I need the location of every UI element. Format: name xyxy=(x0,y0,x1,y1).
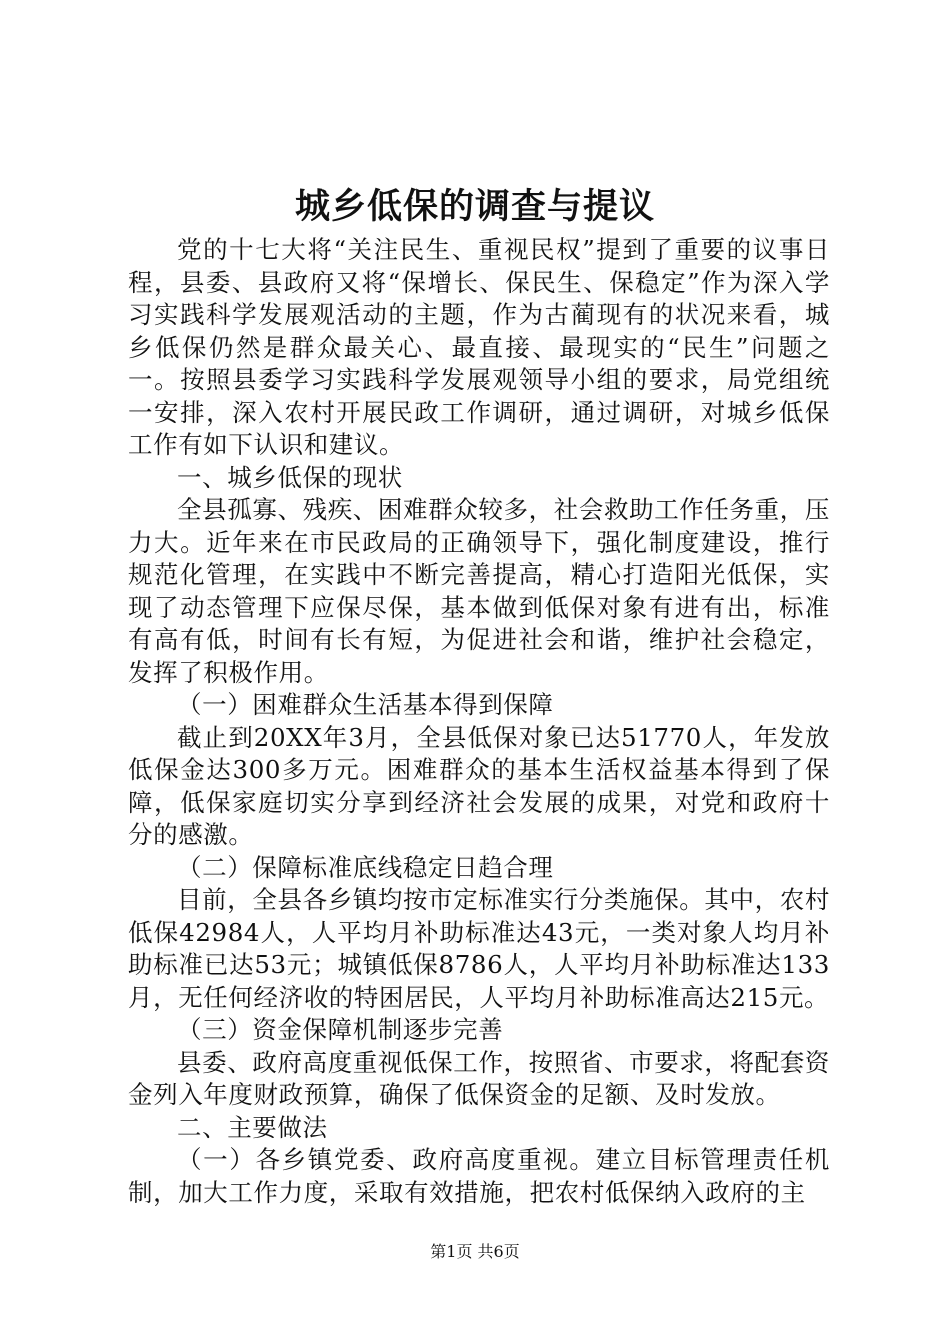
paragraph-standards: 目前，全县各乡镇均按市定标准实行分类施保。其中，农村低保42984人，人平均月补助标准达43元，一类对象人均月补助标准已达53元；城镇低保8786人，人平均月补助标准达133月，无任何经济收的特困居民，人平均月补助标准高达215元。 xyxy=(128,885,830,1012)
subheading-2: （二）保障标准底线稳定日趋合理 xyxy=(177,852,554,882)
subheading-1: （一）困难群众生活基本得到保障 xyxy=(177,690,554,719)
section-heading-2: 二、主要做法 xyxy=(177,1112,328,1142)
document-body xyxy=(128,234,830,1209)
paragraph-guarantee: 截止到20XX年3月，全县低保对象已达51770人，年发放低保金达300多万元。困难群众的基本生活权益基本得到了保障，低保家庭切实分享到经济社会发展的成果，对党和政府十分的感激。 xyxy=(128,722,830,849)
paragraph-status: 全县孤寡、残疾、困难群众较多，社会救助工作任务重，压力大。近年来在市民政局的正确领导下，强化制度建设，推行规范化管理，在实践中不断完善提高，精心打造阳光低保，实现了动态管理下应保尽保，基本做到低保对象有进有出，标准有高有低，时间有长有短，为促进社会和谐，维护社会稳定，发挥了积极作用。 xyxy=(128,495,830,687)
paragraph-intro: 党的十七大将“关注民生、重视民权”提到了重要的议事日程，县委、县政府又将“保增长、保民生、保稳定”作为深入学习实践科学发展观活动的主题，作为古蔺现有的状况来看，城乡低保仍然是群众最关心、最直接、最现实的“民生”问题之一。按照县委学习实践科学发展观领导小组的要求，局党组统一安排，深入农村开展民政工作调研，通过调研，对城乡低保工作有如下认识和建议。 xyxy=(128,235,830,459)
subheading-3: （三）资金保障机制逐步完善 xyxy=(177,1015,504,1044)
document-title: 城乡低保的调查与提议 xyxy=(294,186,655,227)
paragraph-funding: 县委、政府高度重视低保工作，按照省、市要求，将配套资金列入年度财政预算，确保了低保资金的足额、及时发放。 xyxy=(128,1047,830,1109)
section-heading-1: 一、城乡低保的现状 xyxy=(177,462,403,492)
page-number: 第1页 共6页 xyxy=(430,1242,520,1261)
paragraph-measures: （一）各乡镇党委、政府高度重视。建立目标管理责任机制，加大工作力度，采取有效措施，把农村低保纳入政府的主 xyxy=(128,1145,830,1207)
